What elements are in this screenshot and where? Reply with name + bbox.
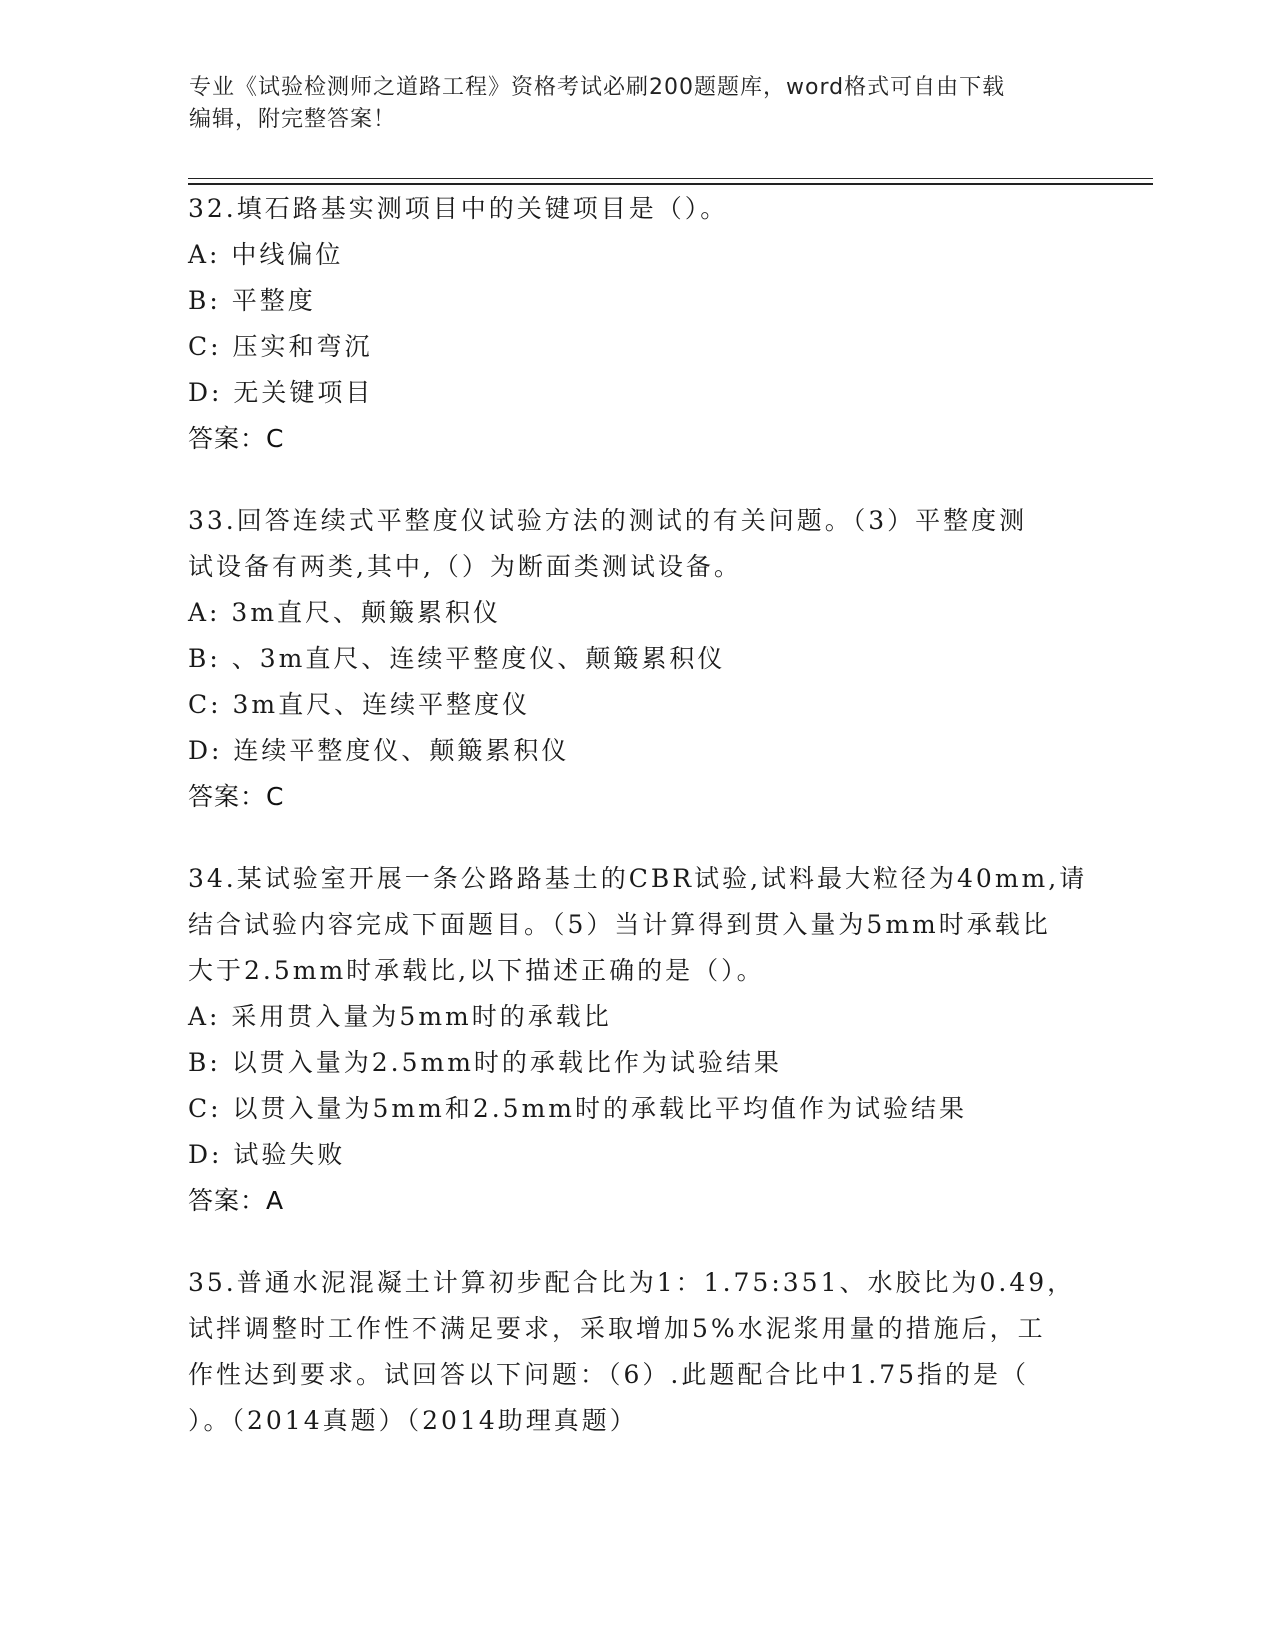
- answer-line: [188, 774, 1088, 820]
- question-text-line: 结合试验内容完成下面题目。（5）当计算得到贯入量为5mm时承载比: [188, 910, 1051, 939]
- question-34: [188, 856, 1088, 1224]
- question-text-line: 33.回答连续式平整度仪试验方法的测试的有关问题。（3）平整度测: [188, 506, 1028, 535]
- answer-label: 答案：: [188, 782, 267, 811]
- answer-label: 答案：: [188, 1186, 267, 1215]
- question-text-line: 34.某试验室开展一条公路路基土的CBR试验,试料最大粒径为40mm,请: [188, 864, 1088, 893]
- option-b: B: 以贯入量为2.5mm时的承载比作为试验结果: [188, 1048, 782, 1077]
- question-32: [188, 186, 1088, 462]
- option-a: A: 3m直尺、颠簸累积仪: [188, 598, 502, 627]
- question-text-line: 试设备有两类,其中,（）为断面类测试设备。: [188, 552, 742, 581]
- answer-line: [188, 416, 1088, 462]
- option-a: A: 采用贯入量为5mm时的承载比: [188, 1002, 612, 1031]
- option-c: C: 压实和弯沉: [188, 332, 373, 361]
- document-header: [189, 72, 1089, 136]
- question-text-line: 作性达到要求。试回答以下问题：（6）.此题配合比中1.75指的是（: [188, 1360, 1030, 1389]
- option-d: D: 连续平整度仪、颠簸累积仪: [188, 736, 570, 765]
- header-rule-thick: [188, 183, 1153, 185]
- question-text-line: ）。（2014真题）（2014助理真题）: [188, 1406, 638, 1435]
- question-35: [188, 1260, 1088, 1444]
- option-b: B: 平整度: [188, 286, 316, 315]
- question-list: [188, 186, 1088, 1480]
- question-33: [188, 498, 1088, 820]
- answer-value: C: [266, 424, 285, 453]
- option-a: A: 中线偏位: [188, 240, 344, 269]
- question-text-line: 试拌调整时工作性不满足要求，采取增加5%水泥浆用量的措施后，工: [188, 1314, 1046, 1343]
- option-b: B: 、3m直尺、连续平整度仪、颠簸累积仪: [188, 644, 726, 673]
- header-rule-thin: [188, 178, 1153, 179]
- header-line-1: 专业《试验检测师之道路工程》资格考试必刷200题题库，word格式可自由下载: [189, 75, 1006, 100]
- answer-value: C: [266, 782, 285, 811]
- question-text-line: 35.普通水泥混凝土计算初步配合比为1：1.75:351、水胶比为0.49，: [188, 1268, 1076, 1297]
- answer-value: A: [266, 1186, 285, 1215]
- option-d: D: 试验失败: [188, 1140, 346, 1169]
- answer-line: [188, 1178, 1088, 1224]
- option-c: C: 3m直尺、连续平整度仪: [188, 690, 531, 719]
- option-d: D: 无关键项目: [188, 378, 374, 407]
- question-text-line: 32.填石路基实测项目中的关键项目是（）。: [188, 194, 729, 223]
- answer-label: 答案：: [188, 424, 267, 453]
- header-line-2: 编辑，附完整答案！: [189, 107, 397, 132]
- question-text-line: 大于2.5mm时承载比,以下描述正确的是（）。: [188, 956, 765, 985]
- option-c: C: 以贯入量为5mm和2.5mm时的承载比平均值作为试验结果: [188, 1094, 967, 1123]
